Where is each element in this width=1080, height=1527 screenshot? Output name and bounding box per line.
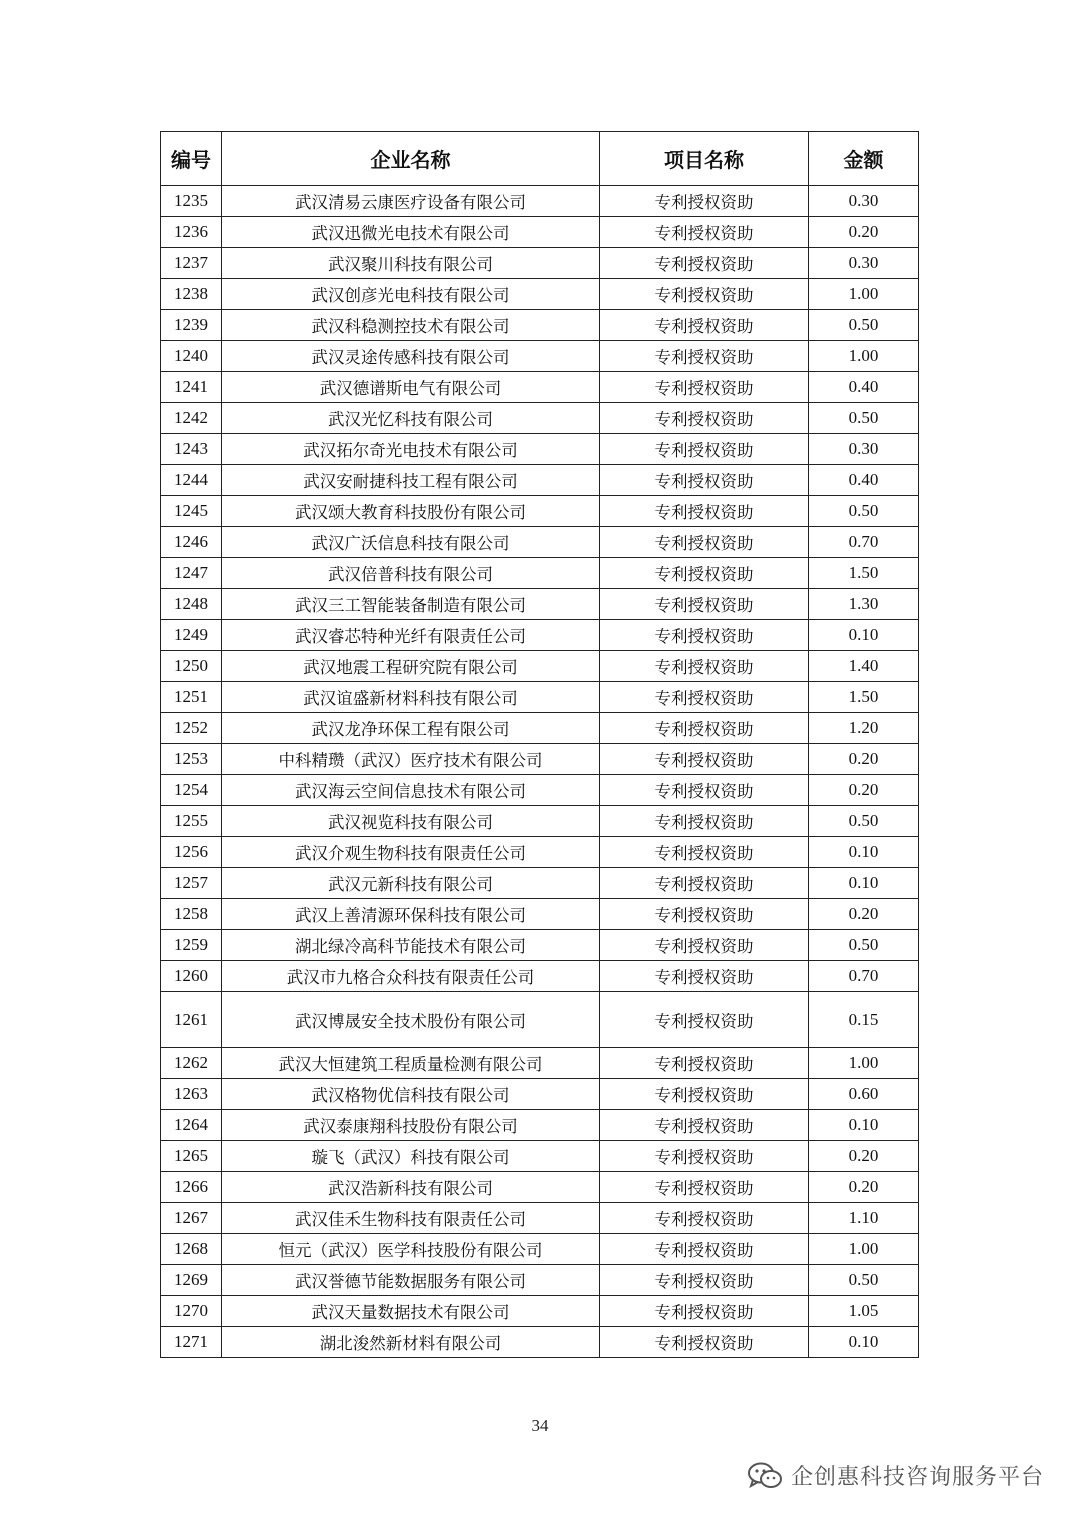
cell-project: 专利授权资助: [600, 1110, 809, 1141]
cell-amount: 0.60: [809, 1079, 919, 1110]
cell-project: 专利授权资助: [600, 1265, 809, 1296]
cell-project: 专利授权资助: [600, 372, 809, 403]
cell-amount: 1.30: [809, 589, 919, 620]
cell-no: 1242: [161, 403, 222, 434]
cell-project: 专利授权资助: [600, 1203, 809, 1234]
table-row: [161, 558, 919, 589]
cell-company: 武汉光忆科技有限公司: [222, 403, 600, 434]
cell-company: 武汉介观生物科技有限责任公司: [222, 837, 600, 868]
cell-amount: 0.10: [809, 1110, 919, 1141]
table-row: [161, 1296, 919, 1327]
cell-no: 1239: [161, 310, 222, 341]
cell-project: 专利授权资助: [600, 837, 809, 868]
cell-company: 武汉浩新科技有限公司: [222, 1172, 600, 1203]
cell-no: 1265: [161, 1141, 222, 1172]
cell-no: 1245: [161, 496, 222, 527]
cell-amount: 1.20: [809, 713, 919, 744]
table-row: [161, 465, 919, 496]
table-row: [161, 620, 919, 651]
cell-project: 专利授权资助: [600, 651, 809, 682]
cell-company: 武汉拓尔奇光电技术有限公司: [222, 434, 600, 465]
cell-amount: 1.50: [809, 558, 919, 589]
table-header-row: [161, 132, 919, 186]
cell-project: 专利授权资助: [600, 186, 809, 217]
table-row: [161, 496, 919, 527]
cell-no: 1270: [161, 1296, 222, 1327]
table-row: [161, 434, 919, 465]
table-row: [161, 527, 919, 558]
page-number: 34: [531, 1416, 549, 1435]
cell-no: 1240: [161, 341, 222, 372]
table-row: [161, 589, 919, 620]
cell-company: 武汉睿芯特种光纤有限责任公司: [222, 620, 600, 651]
cell-no: 1257: [161, 868, 222, 899]
cell-company: 武汉德谱斯电气有限公司: [222, 372, 600, 403]
wechat-icon: [747, 1461, 783, 1491]
cell-company: 恒元（武汉）医学科技股份有限公司: [222, 1234, 600, 1265]
cell-no: 1269: [161, 1265, 222, 1296]
cell-project: 专利授权资助: [600, 992, 809, 1048]
cell-company: 武汉大恒建筑工程质量检测有限公司: [222, 1048, 600, 1079]
cell-project: 专利授权资助: [600, 1079, 809, 1110]
cell-amount: 0.50: [809, 930, 919, 961]
cell-no: 1244: [161, 465, 222, 496]
table-row: [161, 1079, 919, 1110]
table-row: [161, 682, 919, 713]
cell-no: 1266: [161, 1172, 222, 1203]
cell-amount: 1.00: [809, 1048, 919, 1079]
cell-project: 专利授权资助: [600, 589, 809, 620]
cell-no: 1263: [161, 1079, 222, 1110]
cell-amount: 0.20: [809, 1172, 919, 1203]
cell-no: 1241: [161, 372, 222, 403]
cell-project: 专利授权资助: [600, 744, 809, 775]
cell-amount: 0.70: [809, 961, 919, 992]
table-row: [161, 1327, 919, 1358]
cell-company: 武汉广沃信息科技有限公司: [222, 527, 600, 558]
table-row: [161, 1110, 919, 1141]
cell-project: 专利授权资助: [600, 434, 809, 465]
cell-company: 武汉元新科技有限公司: [222, 868, 600, 899]
cell-amount: 0.20: [809, 217, 919, 248]
table-row: [161, 992, 919, 1048]
table-body: [161, 186, 919, 1358]
cell-no: 1254: [161, 775, 222, 806]
table-row: [161, 775, 919, 806]
cell-project: 专利授权资助: [600, 496, 809, 527]
cell-no: 1252: [161, 713, 222, 744]
table-row: [161, 248, 919, 279]
cell-amount: 1.40: [809, 651, 919, 682]
cell-company: 武汉安耐捷科技工程有限公司: [222, 465, 600, 496]
cell-project: 专利授权资助: [600, 217, 809, 248]
table-row: [161, 868, 919, 899]
cell-project: 专利授权资助: [600, 403, 809, 434]
cell-project: 专利授权资助: [600, 1327, 809, 1358]
cell-amount: 0.30: [809, 186, 919, 217]
cell-company: 武汉市九格合众科技有限责任公司: [222, 961, 600, 992]
table-row: [161, 403, 919, 434]
cell-project: 专利授权资助: [600, 527, 809, 558]
cell-project: 专利授权资助: [600, 310, 809, 341]
cell-no: 1249: [161, 620, 222, 651]
watermark-text: 企创惠科技咨询服务平台: [790, 1465, 1044, 1490]
cell-project: 专利授权资助: [600, 899, 809, 930]
cell-no: 1268: [161, 1234, 222, 1265]
cell-no: 1235: [161, 186, 222, 217]
cell-project: 专利授权资助: [600, 1141, 809, 1172]
table-row: [161, 713, 919, 744]
cell-amount: 1.00: [809, 1234, 919, 1265]
table-row: [161, 899, 919, 930]
cell-amount: 0.50: [809, 403, 919, 434]
cell-no: 1246: [161, 527, 222, 558]
table-row: [161, 341, 919, 372]
cell-company: 武汉倍普科技有限公司: [222, 558, 600, 589]
cell-company: 湖北绿冷高科节能技术有限公司: [222, 930, 600, 961]
table-row: [161, 651, 919, 682]
cell-no: 1236: [161, 217, 222, 248]
cell-no: 1271: [161, 1327, 222, 1358]
table-row: [161, 744, 919, 775]
table-row: [161, 310, 919, 341]
cell-amount: 0.10: [809, 1327, 919, 1358]
cell-company: 武汉泰康翔科技股份有限公司: [222, 1110, 600, 1141]
table-row: [161, 1172, 919, 1203]
table-row: [161, 372, 919, 403]
cell-project: 专利授权资助: [600, 279, 809, 310]
cell-no: 1260: [161, 961, 222, 992]
cell-no: 1243: [161, 434, 222, 465]
cell-no: 1251: [161, 682, 222, 713]
table-row: [161, 1265, 919, 1296]
cell-project: 专利授权资助: [600, 1296, 809, 1327]
cell-amount: 1.00: [809, 279, 919, 310]
table-row: [161, 961, 919, 992]
cell-no: 1247: [161, 558, 222, 589]
cell-company: 武汉海云空间信息技术有限公司: [222, 775, 600, 806]
cell-amount: 0.20: [809, 1141, 919, 1172]
cell-company: 武汉誉德节能数据服务有限公司: [222, 1265, 600, 1296]
cell-company: 武汉谊盛新材料科技有限公司: [222, 682, 600, 713]
cell-project: 专利授权资助: [600, 341, 809, 372]
table-row: [161, 186, 919, 217]
cell-no: 1264: [161, 1110, 222, 1141]
cell-no: 1238: [161, 279, 222, 310]
cell-no: 1256: [161, 837, 222, 868]
cell-amount: 0.70: [809, 527, 919, 558]
cell-project: 专利授权资助: [600, 465, 809, 496]
cell-company: 武汉创彦光电科技有限公司: [222, 279, 600, 310]
cell-project: 专利授权资助: [600, 682, 809, 713]
cell-no: 1267: [161, 1203, 222, 1234]
cell-project: 专利授权资助: [600, 961, 809, 992]
cell-project: 专利授权资助: [600, 806, 809, 837]
cell-amount: 0.50: [809, 1265, 919, 1296]
grant-table: [160, 131, 919, 1358]
cell-no: 1253: [161, 744, 222, 775]
cell-amount: 1.05: [809, 1296, 919, 1327]
cell-amount: 1.50: [809, 682, 919, 713]
table-row: [161, 217, 919, 248]
table-row: [161, 279, 919, 310]
cell-amount: 0.50: [809, 310, 919, 341]
cell-company: 武汉地震工程研究院有限公司: [222, 651, 600, 682]
watermark: [747, 1460, 1044, 1491]
cell-company: 武汉清易云康医疗设备有限公司: [222, 186, 600, 217]
cell-amount: 0.20: [809, 775, 919, 806]
cell-company: 武汉视览科技有限公司: [222, 806, 600, 837]
table-row: [161, 1141, 919, 1172]
cell-project: 专利授权资助: [600, 775, 809, 806]
cell-no: 1262: [161, 1048, 222, 1079]
cell-project: 专利授权资助: [600, 1172, 809, 1203]
header-project: 项目名称: [600, 132, 809, 186]
cell-no: 1258: [161, 899, 222, 930]
table-row: [161, 1234, 919, 1265]
cell-company: 武汉格物优信科技有限公司: [222, 1079, 600, 1110]
cell-company: 武汉龙净环保工程有限公司: [222, 713, 600, 744]
cell-amount: 0.50: [809, 496, 919, 527]
cell-project: 专利授权资助: [600, 1234, 809, 1265]
cell-no: 1259: [161, 930, 222, 961]
cell-company: 武汉博晟安全技术股份有限公司: [222, 992, 600, 1048]
cell-no: 1248: [161, 589, 222, 620]
cell-project: 专利授权资助: [600, 713, 809, 744]
table-row: [161, 837, 919, 868]
cell-amount: 0.40: [809, 465, 919, 496]
cell-company: 武汉天量数据技术有限公司: [222, 1296, 600, 1327]
cell-company: 中科精瓒（武汉）医疗技术有限公司: [222, 744, 600, 775]
cell-no: 1261: [161, 992, 222, 1048]
header-company: 企业名称: [222, 132, 600, 186]
cell-no: 1237: [161, 248, 222, 279]
cell-amount: 1.10: [809, 1203, 919, 1234]
cell-amount: 0.30: [809, 434, 919, 465]
cell-company: 武汉聚川科技有限公司: [222, 248, 600, 279]
cell-company: 武汉灵途传感科技有限公司: [222, 341, 600, 372]
cell-amount: 0.30: [809, 248, 919, 279]
cell-project: 专利授权资助: [600, 620, 809, 651]
cell-project: 专利授权资助: [600, 248, 809, 279]
cell-company: 湖北浚然新材料有限公司: [222, 1327, 600, 1358]
table-row: [161, 806, 919, 837]
table-row: [161, 1048, 919, 1079]
cell-project: 专利授权资助: [600, 1048, 809, 1079]
cell-company: 武汉迅微光电技术有限公司: [222, 217, 600, 248]
cell-amount: 0.15: [809, 992, 919, 1048]
cell-no: 1250: [161, 651, 222, 682]
cell-company: 武汉科稳测控技术有限公司: [222, 310, 600, 341]
cell-amount: 0.10: [809, 837, 919, 868]
cell-amount: 0.40: [809, 372, 919, 403]
cell-amount: 0.10: [809, 868, 919, 899]
cell-amount: 0.20: [809, 744, 919, 775]
cell-project: 专利授权资助: [600, 930, 809, 961]
cell-amount: 0.10: [809, 620, 919, 651]
header-no: 编号: [161, 132, 222, 186]
cell-company: 璇飞（武汉）科技有限公司: [222, 1141, 600, 1172]
cell-company: 武汉三工智能装备制造有限公司: [222, 589, 600, 620]
cell-project: 专利授权资助: [600, 558, 809, 589]
cell-company: 武汉颂大教育科技股份有限公司: [222, 496, 600, 527]
cell-company: 武汉佳禾生物科技有限责任公司: [222, 1203, 600, 1234]
cell-company: 武汉上善清源环保科技有限公司: [222, 899, 600, 930]
table-row: [161, 1203, 919, 1234]
cell-amount: 0.20: [809, 899, 919, 930]
cell-project: 专利授权资助: [600, 868, 809, 899]
cell-amount: 0.50: [809, 806, 919, 837]
header-amount: 金额: [809, 132, 919, 186]
table-row: [161, 930, 919, 961]
cell-no: 1255: [161, 806, 222, 837]
cell-amount: 1.00: [809, 341, 919, 372]
